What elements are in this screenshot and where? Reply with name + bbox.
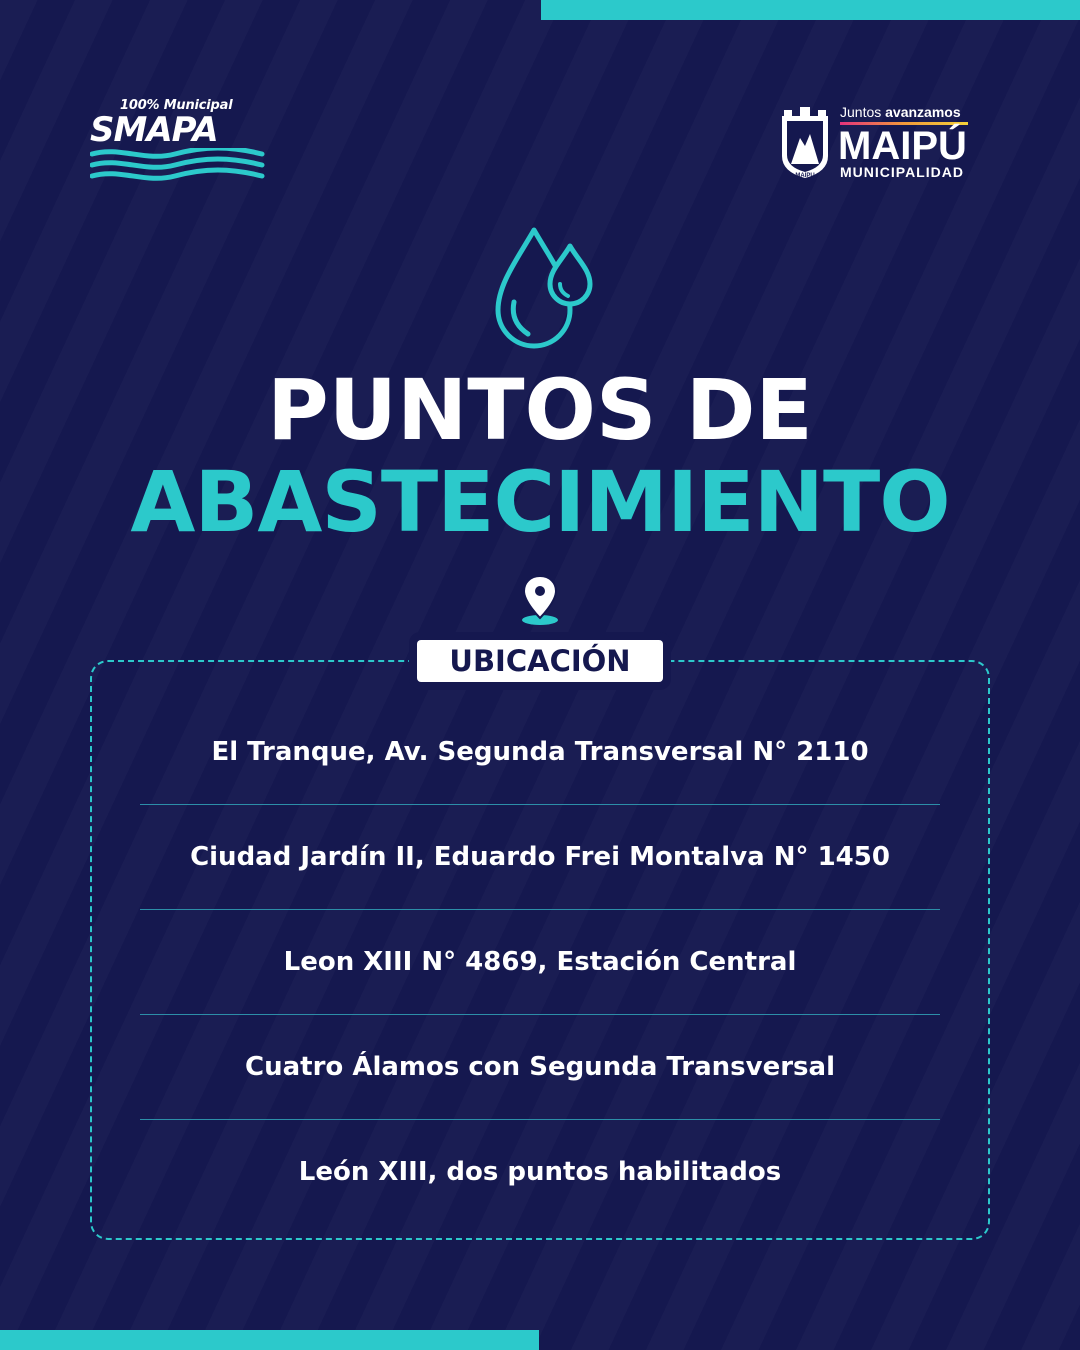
water-drops-icon	[488, 222, 598, 354]
maipu-slogan	[840, 104, 961, 120]
title-line-2: ABASTECIMIENTO	[130, 453, 950, 551]
crest-icon	[778, 106, 832, 180]
maipu-slogan-bold: avanzamos	[885, 104, 961, 120]
crest-label: MAIPU	[795, 173, 815, 179]
waves-icon	[90, 148, 265, 182]
smapa-tagline: 100% Municipal	[120, 98, 233, 113]
maipu-subtitle: MUNICIPALIDAD	[840, 164, 964, 180]
location-item: Ciudad Jardín II, Eduardo Frei Montalva N° 1450	[140, 805, 940, 910]
smapa-logo	[90, 98, 265, 184]
smapa-name: SMAPA	[90, 110, 218, 150]
maipu-name: MAIPÚ	[838, 124, 967, 168]
location-item: Leon XIII N° 4869, Estación Central	[140, 910, 940, 1015]
maipu-logo	[778, 104, 998, 184]
location-item: Cuatro Álamos con Segunda Transversal	[140, 1015, 940, 1120]
location-item: León XIII, dos puntos habilitados	[298, 1157, 782, 1187]
title-line-1: PUNTOS DE	[267, 361, 813, 459]
top-accent-bar	[541, 0, 1080, 20]
maipu-slogan-regular: Juntos	[840, 104, 886, 120]
locations-list	[140, 700, 940, 1224]
section-label: UBICACIÓN	[417, 640, 663, 682]
location-pin-icon	[516, 572, 564, 628]
location-item: El Tranque, Av. Segunda Transversal N° 2110	[140, 700, 940, 805]
bottom-accent-bar	[0, 1330, 539, 1350]
